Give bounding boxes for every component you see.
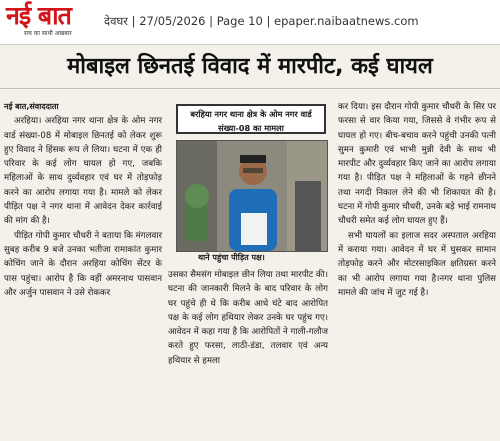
edition-date: 27/05/2026	[139, 14, 206, 28]
article-column-2	[168, 268, 328, 368]
logo-text: नई बात	[6, 1, 71, 30]
paragraph: अरहिया। अरहिया नगर थाना क्षेत्र के ओम नगर वार्ड संख्या-08 में मोबाइल छिनतई को लेकर शुरू हुए विवाद ने हिंसक रूप ले लिया। घटना में एक ही परिवार के कई लोग घायल हो गए, जबकि महिलाओं के साथ दुर्व्यवहार एवं घर में तोड़फोड़ करने का आरोप लगाया गया है। मामले को लेकर पीड़ित पक्ष ने नगर थाना में आवेदन देकर कार्रवाई की मांग की है।	[4, 116, 162, 227]
edition-city: देवघर	[104, 14, 129, 28]
article-headline: मोबाइल छिनतई विवाद में मारपीट, कई घायल	[0, 46, 500, 89]
article-column-3	[338, 100, 496, 300]
paragraph: उसका सैमसंग मोबाइल छीन लिया तथा मारपीट की। घटना की जानकारी मिलने के बाद परिवार के लोग घर पहुंचे ही थे कि करीब आधे घंटे बाद आरोपित पक्ष के कई लोग हथियार लेकर उनके घर पहुंच गए।आवेदन में कहा गया है कि आरोपितों ने गाली-गलौज करते हुए फरसा, लाठी-डंडा, तलवार एवं अन्य हथियार से हमला	[168, 270, 328, 366]
photo-caption: थाने पहुंचा पीड़ित पक्ष।	[198, 253, 265, 262]
article-column-1	[4, 100, 162, 300]
edition-info: देवघर | 27/05/2026 | Page 10 | epaper.naibaatnews.com	[104, 14, 419, 28]
page-number: Page 10	[216, 14, 263, 28]
masthead	[0, 0, 500, 45]
article-photo	[176, 140, 328, 252]
newspaper-logo[interactable]	[6, 2, 94, 40]
paragraph: पीड़ित गोपी कुमार चौधरी ने बताया कि मंगलवार सुबह करीब 9 बजे उनका भतीजा रामाकांत कुमार कोचिंग जाने के दौरान अरहिया कोचिंग सेंटर के पास पहुंचा। आरोप है कि वहीं अमरनाथ पासवान और अर्जुन पासवान ने उसे रोककर	[4, 230, 162, 298]
paragraph: कर दिया। इस दौरान गोपी कुमार चौधरी के सिर पर फरसा से वार किया गया, जिससे वे गंभीर रूप से घायल हो गए। बीच-बचाव करने पहुंची उनकी पत्नी सुमन कुमारी एवं भाभी मुन्नी देवी के साथ भी मारपीट और दुर्व्यवहार किए जाने का आरोप लगाया गया है। पीड़ित पक्ष ने महिलाओं के गहने छीनने तथा नगदी निकाल लेने की भी शिकायत की है। घटना में गोपी कुमार चौधरी, उनके बड़े भाई रामनाथ चौधरी समेत कई लोग घायल हुए हैं।	[338, 102, 496, 227]
logo-tagline: सच का साथी अखबार	[24, 30, 72, 37]
photo-illustration	[177, 141, 327, 251]
paragraph: सभी घायलों का इलाज सदर अस्पताल अरहिया में कराया गया। आवेदन में घर में घुसकर सामान तोड़फोड़ करने और मोटरसाइकिल क्षतिग्रस्त करने का भी आरोप लगाया गया है।नगर थाना पुलिस मामले की जांच में जुट गई है।	[338, 230, 496, 298]
byline: नई बात,संवाददाता	[4, 102, 59, 111]
website-link[interactable]: epaper.naibaatnews.com	[274, 14, 419, 28]
subheadline-box: बरहिया नगर थाना क्षेत्र के ओम नगर वार्ड संख्या-08 का मामला	[176, 104, 326, 134]
